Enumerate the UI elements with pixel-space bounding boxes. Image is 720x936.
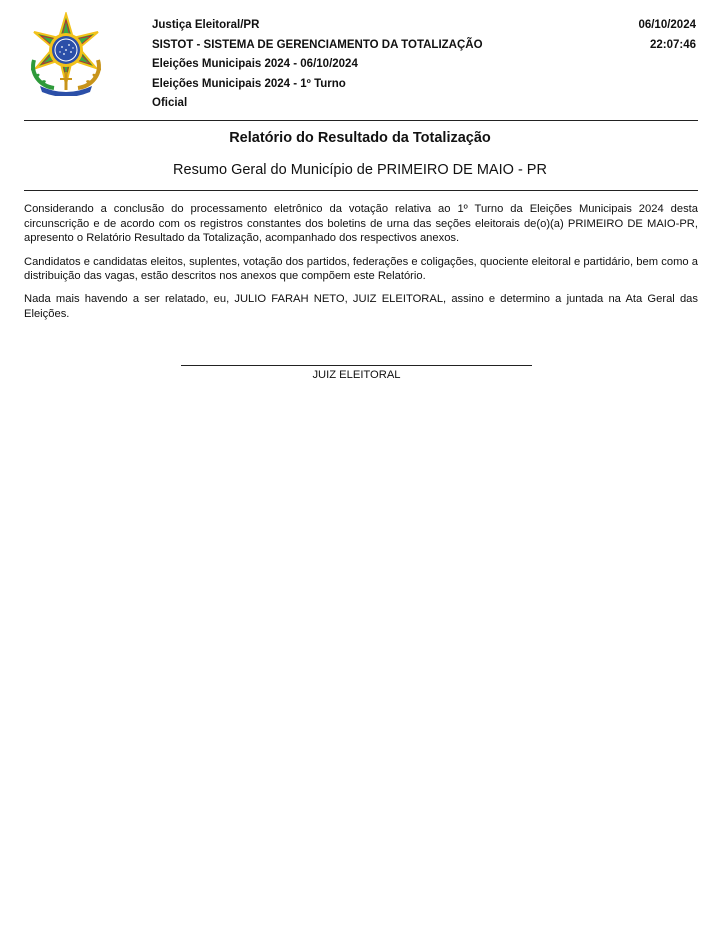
header-election-date: Eleições Municipais 2024 - 06/10/2024 [152, 58, 358, 70]
body-paragraph-1: Considerando a conclusão do processamento eletrônico da votação relativa ao 1º Turno da Eleições Municipais 2024 desta circunscrição e de acordo com os registros constantes dos boletins de urna das seções eleitorais de(o)(a) PRIMEIRO DE MAIO-PR, apresento o Relatório Resultado da Totalização, acompanhado dos respectivos anexos. [24, 203, 698, 245]
report-title: Relatório do Resultado da Totalização [229, 130, 491, 146]
header-system: SISTOT - SISTEMA DE GERENCIAMENTO DA TOTALIZAÇÃO [152, 38, 483, 51]
signature-line [181, 365, 532, 366]
header-org: Justiça Eleitoral/PR [152, 19, 260, 31]
header-info [152, 16, 572, 114]
report-body [24, 202, 698, 329]
header-divider [24, 120, 698, 121]
header-status: Oficial [152, 97, 188, 109]
header-election-round: Eleições Municipais 2024 - 1º Turno [152, 77, 346, 90]
header-time: 22:07:46 [649, 38, 696, 51]
header-datetime [638, 16, 696, 55]
title-divider [24, 190, 698, 191]
report-subtitle: Resumo Geral do Município de PRIMEIRO DE MAIO - PR [173, 162, 547, 178]
body-paragraph-2: Candidatos e candidatas eleitos, suplentes, votação dos partidos, federações e coligações, quociente eleitoral e partidário, bem como a distribuição das vagas, estão descritos nos anexos que compõem este Relatório. [24, 255, 698, 283]
brazil-coat-of-arms-icon [24, 12, 108, 96]
header-date: 06/10/2024 [638, 19, 696, 31]
signature-label: JUIZ ELEITORAL [312, 369, 401, 381]
body-paragraph-3: Nada mais havendo a ser relatado, eu, JULIO FARAH NETO, JUIZ ELEITORAL, assino e determino a juntada na Ata Geral das Eleições. [24, 292, 698, 320]
